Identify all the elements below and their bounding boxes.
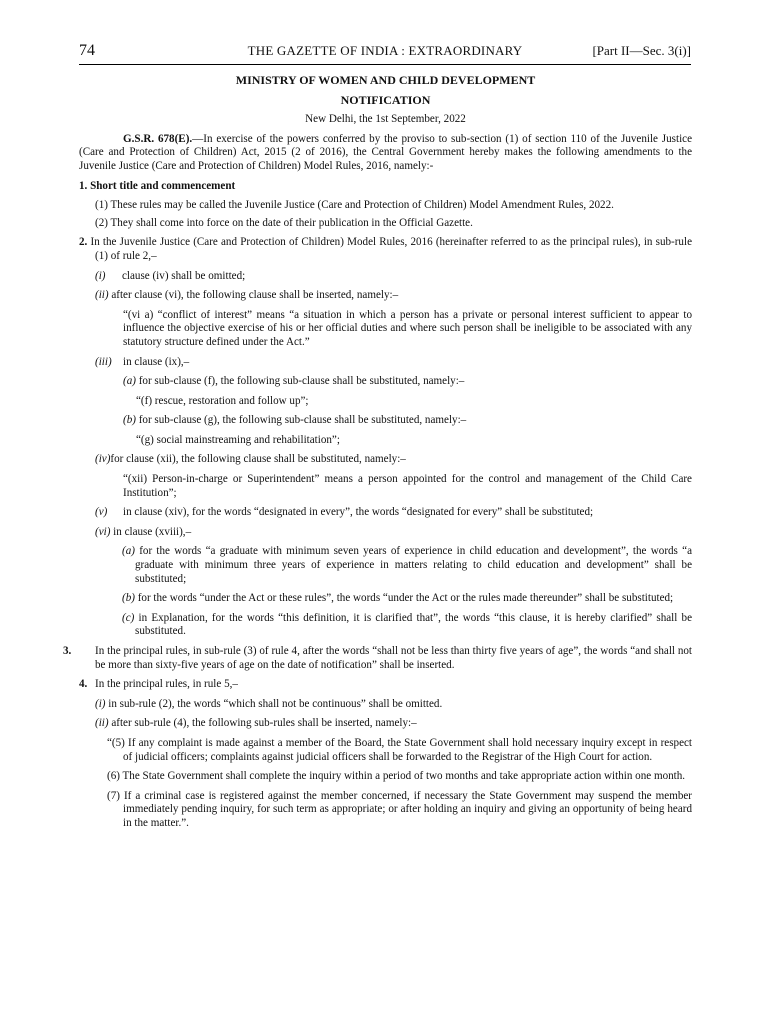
rule-3 — [63, 645, 692, 672]
page-number: 74 — [79, 42, 95, 59]
rule-4-text: In the principal rules, in rule 5,– — [95, 678, 238, 691]
clause-i-number: (i) — [95, 269, 106, 282]
sub-clause-f-quote: “(f) rescue, restoration and follow up”; — [136, 394, 309, 407]
rule-2-clause-i — [79, 270, 692, 284]
clause-vi-b-text: for the words “under the Act or these rules”, the words “under the Act or the rules made thereunder” shall be substituted; — [134, 592, 674, 605]
notification-heading: NOTIFICATION — [340, 92, 431, 107]
rule-2-number: 2. — [79, 236, 88, 249]
rule-2-clause-v — [79, 506, 692, 520]
rule-2-clause-iii — [79, 356, 692, 370]
rule-2-clause-iv — [79, 453, 692, 467]
clause-iii-b-number: (b) — [123, 414, 136, 427]
clause-v-text: in clause (xiv), for the words “designated in every”, the words “designated for every” shall be substituted; — [123, 506, 594, 519]
sub-rule-6: (6) The State Government shall complete the inquiry within a period of two months and take appropriate action within one month. — [107, 770, 686, 783]
clause-v-number: (v) — [95, 506, 108, 519]
rule-2 — [79, 236, 692, 263]
clause-vi-a — [79, 545, 692, 586]
rule-4-clause-i — [79, 698, 692, 712]
clause-vi-b-number: (b) — [122, 592, 135, 605]
clause-iii-a — [79, 375, 692, 389]
rule-1-sub-2: (2) They shall come into force on the date of their publication in the Official Gazette. — [95, 216, 473, 229]
clause-iv-number: (iv) — [95, 453, 111, 466]
clause-xii-quote: “(xii) Person-in-charge or Superintendent” means a person appointed for the control and management of the Child Care Institution”; — [123, 473, 692, 499]
rule-4 — [79, 678, 692, 692]
clause-iii-number: (iii) — [95, 355, 112, 368]
clause-i-text: clause (iv) shall be omitted; — [122, 269, 246, 282]
clause-iii-b — [79, 414, 692, 428]
rule-3-number: 3. — [63, 645, 72, 657]
sub-rule-5: “(5) If any complaint is made against a member of the Board, the State Government shall hold necessary inquiry except in respect of judicial officers; complaints against judicial officers shall be forwarded to the Registrar of the High Court for action. — [107, 736, 692, 763]
clause-vi-a-text: for the words “a graduate with minimum seven years of experience in child education and development”, the words “a graduate with minimum three years of experience in matters relating to child education and development” shall be substituted; — [134, 545, 692, 585]
clause-vi-a-quote: “(vi a) “conflict of interest” means “a situation in which a person has a private or personal interest sufficient to appear to influence the objective exercise of his or her official duties and where such person shall be ineligible to be associated with any statutory structure defined under the Act.” — [123, 308, 692, 348]
rule-2-clause-vi — [79, 526, 692, 540]
clause-vi-c-text: in Explanation, for the words “this definition, it is clarified that”, the words “this clause, it is hereby clarified” shall be substituted. — [134, 611, 692, 638]
rule-4-clause-ii — [79, 717, 692, 731]
place-date: New Delhi, the 1st September, 2022 — [305, 113, 466, 126]
preamble — [79, 133, 692, 174]
clause-iii-a-number: (a) — [123, 375, 136, 388]
rule-4-number: 4. — [79, 678, 88, 691]
clause-ii-text: after clause (vi), the following clause shall be inserted, namely:– — [108, 289, 399, 302]
part-section: [Part II—Sec. 3(i)] — [592, 43, 691, 58]
sub-rule-7: (7) If a criminal case is registered against the member concerned, if necessary the State Government may suspend the member immediately pending inquiry, for such term as appropriate; or after holding an inquiry and giving an opportunity of being heard in the matter.”. — [107, 789, 692, 829]
ministry-heading: MINISTRY OF WOMEN AND CHILD DEVELOPMENT — [235, 73, 536, 87]
document-body — [63, 73, 693, 837]
page-header — [79, 42, 691, 62]
clause-vi-c — [79, 612, 692, 639]
clause-vi-text: in clause (xviii),– — [110, 525, 192, 538]
rule-4-clause-ii-text: after sub-rule (4), the following sub-rules shall be inserted, namely:– — [108, 717, 417, 730]
clause-vi-c-number: (c) — [122, 611, 135, 624]
header-rule — [79, 64, 691, 65]
rule-4-clause-ii-number: (ii) — [95, 717, 109, 730]
clause-iii-a-text: for sub-clause (f), the following sub-clause shall be substituted, namely:– — [135, 375, 465, 388]
clause-vi-a-number: (a) — [122, 545, 135, 558]
clause-iii-b-text: for sub-clause (g), the following sub-clause shall be substituted, namely:– — [135, 414, 467, 427]
rule-2-text: In the Juvenile Justice (Care and Protection of Children) Model Rules, 2016 (hereinafter referred to as the principal rules), in sub-rule (1) of rule 2,– — [87, 236, 692, 262]
sub-clause-g-quote: “(g) social mainstreaming and rehabilitation”; — [136, 433, 340, 446]
rule-1-heading: 1. Short title and commencement — [79, 179, 236, 192]
clause-vi-number: (vi) — [95, 525, 111, 538]
rule-1-sub-1: (1) These rules may be called the Juvenile Justice (Care and Protection of Children) Model Amendment Rules, 2022. — [95, 199, 614, 212]
rule-3-text: In the principal rules, in sub-rule (3) of rule 4, after the words “shall not be less than thirty five years of age”, the words “and shall not be more than sixty-five years of age on the date of notification” shall be inserted. — [95, 645, 692, 671]
clause-ii-number: (ii) — [95, 289, 109, 302]
rule-4-clause-i-number: (i) — [95, 697, 106, 710]
gsr-number: G.S.R. 678(E). — [123, 132, 193, 145]
rule-2-clause-ii — [79, 289, 692, 303]
clause-iii-text: in clause (ix),– — [123, 355, 190, 368]
clause-iv-text: for clause (xii), the following clause shall be substituted, namely:– — [110, 453, 406, 466]
clause-vi-b — [79, 592, 692, 606]
preamble-text: —In exercise of the powers conferred by the proviso to sub-section (1) of section 110 of the Juvenile Justice (Care and Protection of Children) Act, 2015 (2 of 2016), the Central Government hereby makes the following amendments to the Juvenile Justice (Care and Protection of Children) Model Rules, 2016, namely:- — [79, 132, 693, 172]
gazette-title: THE GAZETTE OF INDIA : EXTRAORDINARY — [247, 43, 523, 58]
rule-4-clause-i-text: in sub-rule (2), the words “which shall not be continuous” shall be omitted. — [105, 697, 443, 710]
